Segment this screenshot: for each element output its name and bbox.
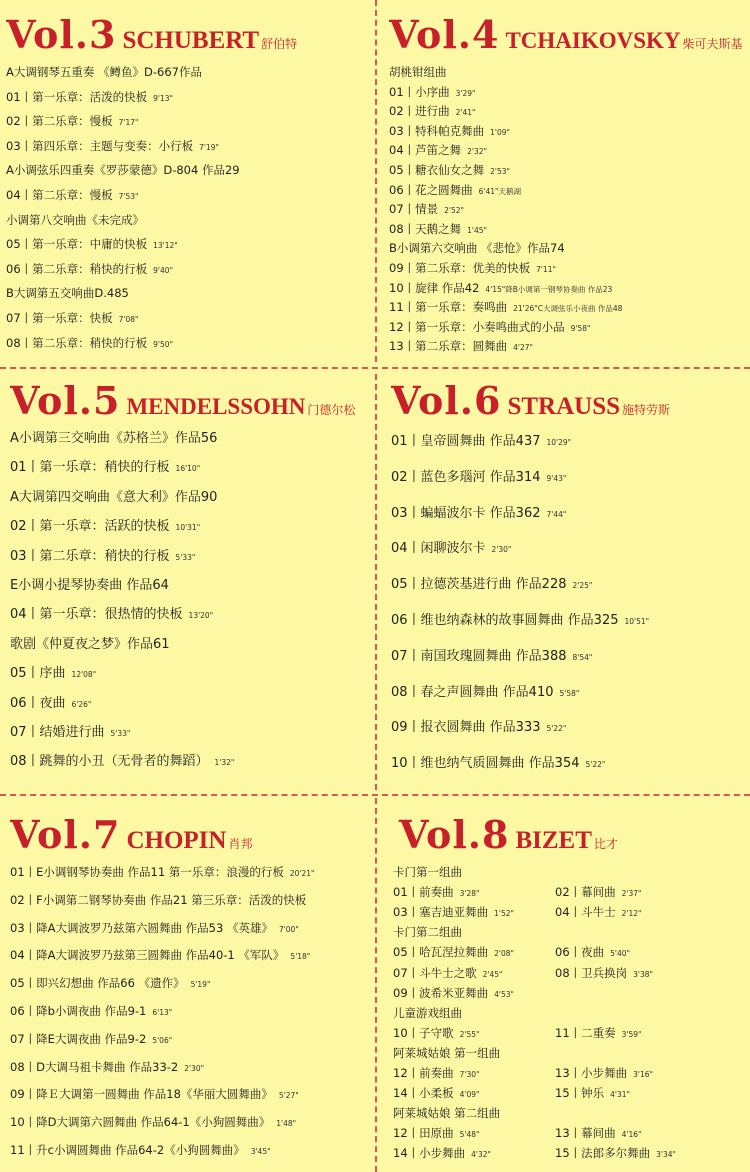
work-heading [6, 64, 372, 80]
track-duration: 5'58" [559, 688, 580, 698]
track-duration: 9'50" [153, 339, 173, 349]
track-line [555, 1065, 653, 1083]
track-title: 胡桃钳组曲 [389, 65, 447, 79]
track-duration: 2'55" [459, 1029, 480, 1039]
track-duration: 5'33" [175, 552, 196, 562]
track-line [391, 719, 750, 738]
track-title: 04丨第二乐章：慢板 [6, 188, 113, 202]
track-title: 05丨序曲 [10, 666, 66, 682]
track-duration: 7'44" [546, 509, 567, 519]
track-duration: 9'58" [570, 323, 591, 333]
track-title: 09丨降Ｅ大调第一圆舞曲 作品18《华丽大圆舞曲》 [10, 1087, 273, 1102]
composer-chinese-name: 肖邦 [228, 837, 253, 851]
track-title: 06丨降b小调夜曲 作品9-1 [10, 1004, 147, 1018]
track-title: 05丨第一乐章：中庸的快板 [6, 237, 148, 252]
track-title: 01丨E小调钢琴协奏曲 作品11 第一乐章：浪漫的行板 [10, 865, 284, 879]
track-title: 06丨维也纳森林的故事圆舞曲 作品325 [391, 613, 619, 628]
track-title: 04丨第一乐章：很热情的快板 [10, 607, 183, 623]
track-line [10, 753, 372, 772]
track-line [10, 459, 372, 478]
track-line [391, 469, 750, 488]
track-title: 02丨F小调第二钢琴协奏曲 作品21 第三乐章：活泼的快板 [10, 892, 307, 907]
track-duration: 4'09" [459, 1090, 480, 1100]
track-duration: 5'22" [546, 724, 567, 734]
track-title: 10丨维也纳气质圆舞曲 作品354 [391, 756, 580, 772]
track-title: 06丨花之圆舞曲 [389, 182, 473, 197]
vol4-panel [389, 12, 750, 362]
track-line [10, 1086, 372, 1104]
track-duration: 3'29" [455, 88, 476, 98]
track-duration: 7'53" [118, 192, 139, 201]
work-heading [389, 240, 750, 256]
track-duration: 4'16" [621, 1130, 642, 1140]
track-line [555, 1025, 641, 1043]
track-title: 02丨第一乐章：活跃的快板 [10, 519, 170, 535]
vol8-panel [393, 812, 750, 1172]
composer-chinese-name: 柴可夫斯基 [682, 37, 743, 51]
composer-name: BIZET [515, 827, 592, 854]
track-title: 06丨夜曲 [555, 945, 605, 960]
track-title: 03丨第四乐章：主题与变奏：小行板 [6, 138, 194, 153]
track-title: 05丨糖衣仙女之舞 [389, 163, 485, 177]
track-title: 小调第八交响曲《未完成》 [6, 212, 144, 227]
work-heading [393, 924, 462, 940]
track-line [393, 884, 479, 902]
track-duration: 1'48" [276, 1119, 297, 1129]
track-duration: 7'00" [278, 924, 299, 934]
track-title: 04丨闲聊波尔卡 [391, 541, 486, 557]
track-title: 14丨小步舞曲 [393, 1146, 466, 1161]
track-line [10, 864, 372, 882]
track-line [10, 518, 372, 537]
track-duration: 5'40" [610, 949, 630, 959]
track-duration: 1'45" [467, 225, 487, 235]
track-title: 09丨波希米亚舞曲 [393, 985, 489, 1000]
track-title: 05丨拉德茨基进行曲 作品228 [391, 577, 567, 593]
track-duration: 5'33" [110, 729, 131, 738]
track-line [10, 947, 372, 965]
track-line [6, 261, 372, 279]
volume-number: Vol.4 [389, 12, 500, 57]
track-title: 03丨塞吉迪亚舞曲 [393, 905, 489, 920]
work-heading [393, 864, 462, 880]
track-title: 08丨跳舞的小丑（无骨者的舞蹈） [10, 754, 209, 770]
track-duration: 5'06" [152, 1035, 173, 1045]
track-duration: 2'52" [444, 206, 464, 216]
track-line [555, 904, 641, 922]
track-title: 03丨特科帕克舞曲 [389, 123, 485, 138]
track-line [391, 648, 750, 667]
track-title: 03丨蝙蝠波尔卡 作品362 [391, 505, 541, 521]
track-title: 05丨哈瓦涅拉舞曲 [393, 945, 489, 960]
track-line [393, 1145, 491, 1163]
track-duration: 3'16" [633, 1070, 653, 1079]
vertical-divider-middle [375, 374, 377, 790]
track-duration: 9'40" [153, 265, 173, 275]
track-title: 08丨天鹅之舞 [389, 221, 462, 236]
track-title: A小调弦乐四重奏《罗莎蒙德》D-804 作品29 [6, 163, 240, 178]
track-duration: 2'45" [482, 969, 503, 979]
track-line [10, 695, 372, 714]
track-line [10, 724, 372, 743]
track-title: 阿莱城姑娘 第二组曲 [393, 1106, 501, 1121]
horizontal-divider-2 [0, 794, 750, 796]
track-line [391, 540, 750, 559]
vertical-divider-bottom [375, 798, 377, 1172]
track-title: 09丨报衣圆舞曲 作品333 [391, 720, 541, 736]
track-line [555, 1085, 630, 1103]
track-line [555, 944, 630, 962]
track-duration: 3'38" [633, 969, 653, 979]
track-title: 阿莱城姑娘 第一组曲 [393, 1045, 501, 1060]
vol4-title [389, 12, 750, 56]
composer-chinese-name: 门德尔松 [307, 403, 356, 417]
composer-chinese-name: 施特劳斯 [622, 403, 671, 417]
track-line [389, 299, 750, 317]
track-duration: 4'15"降B小调第一钢琴协奏曲 作品23 [485, 284, 613, 294]
track-duration: 7'30" [459, 1070, 480, 1079]
track-duration: 7'17" [118, 118, 139, 128]
vol8-title [399, 812, 750, 856]
track-line [10, 1142, 372, 1160]
track-line [10, 1003, 372, 1021]
track-line [389, 201, 750, 219]
track-duration: 10'51" [624, 617, 650, 626]
vol3-title [6, 12, 372, 56]
track-line [393, 965, 502, 983]
track-title: 13丨小步舞曲 [555, 1066, 628, 1080]
composer-chinese-name: 舒伯特 [261, 37, 298, 51]
track-title: 01丨第一乐章：稍快的行板 [10, 460, 170, 476]
track-line [6, 310, 372, 328]
track-duration: 2'30" [184, 1063, 205, 1073]
track-duration: 4'27" [513, 343, 533, 353]
work-heading [393, 1005, 462, 1021]
composer-chinese-name: 比才 [593, 837, 618, 851]
vol6-title [391, 378, 750, 422]
track-line [391, 505, 750, 524]
track-line [389, 123, 750, 141]
composer-name: CHOPIN [126, 827, 227, 854]
track-line [10, 920, 372, 938]
work-heading [10, 892, 372, 908]
track-title: 04丨芦笛之舞 [389, 143, 462, 158]
track-line [391, 576, 750, 595]
track-title: 08丨第二乐章：稍快的行板 [6, 335, 148, 350]
track-line [6, 187, 372, 205]
track-line [393, 1125, 479, 1143]
track-title: 06丨夜曲 [10, 695, 66, 711]
vol5-title [10, 378, 372, 422]
track-duration: 13'12" [153, 241, 178, 251]
track-line [393, 944, 514, 962]
track-duration: 2'53" [490, 167, 510, 176]
track-duration: 3'45" [250, 1147, 271, 1156]
composer-name: TCHAIKOVSKY [505, 28, 681, 53]
track-line [10, 1114, 372, 1132]
track-title: 03丨降A大调波罗乃兹第六圆舞曲 作品53 《英雄》 [10, 920, 273, 935]
track-title: 15丨钟乐 [555, 1086, 605, 1101]
track-duration: 3'59" [621, 1029, 642, 1039]
track-title: B大调第五交响曲D.485 [6, 286, 129, 301]
track-title: 02丨第二乐章：慢板 [6, 114, 113, 129]
track-line [555, 884, 641, 902]
track-line [6, 236, 372, 254]
volume-number: Vol.3 [6, 12, 117, 57]
track-duration: 3'34" [656, 1150, 676, 1160]
track-line [391, 612, 750, 631]
track-duration: 10'31" [175, 523, 201, 533]
track-line [393, 904, 514, 922]
work-heading [6, 162, 372, 178]
track-line [389, 162, 750, 180]
track-title: 08丨卫兵换岗 [555, 965, 628, 980]
track-duration: 20'21" [289, 869, 315, 878]
track-duration: 12'08" [71, 670, 97, 680]
track-line [555, 1145, 676, 1163]
track-line [389, 221, 750, 239]
vol7-panel [10, 812, 372, 1172]
track-title: 12丨前奏曲 [393, 1066, 454, 1080]
track-line [6, 89, 372, 107]
track-line [6, 113, 372, 131]
track-line [389, 84, 750, 102]
track-line [555, 965, 653, 983]
track-duration: 6'26" [71, 699, 92, 709]
track-line [10, 1059, 372, 1077]
track-line [391, 684, 750, 703]
track-title: 儿童游戏组曲 [393, 1005, 462, 1020]
work-heading [10, 636, 372, 654]
track-line [10, 665, 372, 684]
track-title: 03丨第二乐章：稍快的行板 [10, 548, 170, 564]
track-line [391, 755, 750, 774]
track-title: 01丨皇帝圆舞曲 作品437 [391, 434, 541, 449]
track-line [10, 606, 372, 625]
track-duration: 3'28" [459, 889, 480, 899]
track-duration: 2'30" [491, 545, 512, 555]
track-title: A大调第四交响曲《意大利》作品90 [10, 489, 218, 505]
volume-number: Vol.7 [10, 812, 121, 857]
work-heading [6, 212, 372, 228]
track-line [10, 975, 372, 993]
work-heading [389, 64, 750, 80]
track-title: 12丨田原曲 [393, 1126, 454, 1141]
work-heading [10, 577, 372, 595]
track-duration: 2'12" [621, 909, 642, 919]
track-duration: 4'31" [610, 1090, 630, 1100]
track-duration: 1'09" [490, 127, 510, 137]
track-title: A小调第三交响曲《苏格兰》作品56 [10, 431, 218, 446]
track-title: 07丨降E大调夜曲 作品9-2 [10, 1031, 147, 1046]
track-line [10, 1031, 372, 1049]
track-duration: 13'20" [188, 611, 214, 621]
track-title: 05丨即兴幻想曲 作品66 《遗作》 [10, 976, 185, 991]
track-line [555, 1125, 641, 1143]
track-duration: 4'53" [494, 989, 514, 999]
track-duration: 1'52" [494, 909, 514, 919]
track-line [389, 142, 750, 160]
track-title: 02丨幕间曲 [555, 885, 616, 900]
track-title: 12丨第一乐章：小奏鸣曲式的小品 [389, 319, 565, 334]
track-title: 01丨第一乐章：活泼的快板 [6, 89, 148, 104]
track-line [389, 103, 750, 121]
volume-number: Vol.8 [399, 812, 510, 857]
track-line [389, 280, 750, 298]
track-line [389, 182, 750, 200]
track-title: E小调小提琴协奏曲 作品64 [10, 578, 169, 593]
track-title: 07丨南国玫瑰圆舞曲 作品388 [391, 648, 567, 664]
track-title: 01丨小序曲 [389, 84, 450, 99]
track-duration: 8'54" [572, 652, 593, 662]
track-duration: 7'11" [536, 265, 556, 274]
track-title: 07丨结婚进行曲 [10, 725, 105, 740]
track-line [6, 138, 372, 156]
track-duration: 2'32" [467, 147, 487, 157]
track-title: 10丨旋律 作品42 [389, 280, 480, 295]
track-line [393, 1085, 479, 1103]
track-duration: 7'08" [118, 315, 139, 324]
track-duration: 4'32" [471, 1150, 491, 1160]
track-title: A大调钢琴五重奏 《鳟鱼》D-667作品 [6, 65, 202, 79]
track-title: 10丨降D大调第六圆舞曲 作品64-1《小狗圆舞曲》 [10, 1115, 271, 1130]
track-title: 15丨法郎多尔舞曲 [555, 1146, 651, 1161]
work-heading [393, 1045, 500, 1061]
volume-number: Vol.5 [10, 378, 121, 423]
track-title: 10丨子守歌 [393, 1025, 454, 1040]
vertical-divider-top [375, 0, 377, 362]
track-title: 13丨第二乐章：圆舞曲 [389, 339, 508, 354]
track-title: 06丨第二乐章：稍快的行板 [6, 261, 148, 276]
composer-name: MENDELSSOHN [126, 394, 306, 419]
track-title: 卡门第二组曲 [393, 925, 462, 940]
track-title: 08丨D大调马祖卡舞曲 作品33-2 [10, 1059, 179, 1074]
work-heading [6, 285, 372, 301]
vol5-panel [10, 378, 372, 790]
track-duration: 9'13" [153, 93, 173, 103]
track-title: 14丨小柔板 [393, 1086, 454, 1101]
track-title: 07丨斗牛士之歌 [393, 965, 477, 980]
composer-name: STRAUSS [507, 393, 621, 420]
track-title: 09丨第二乐章：优美的快板 [389, 261, 531, 275]
track-duration: 10'29" [546, 438, 572, 447]
track-title: 歌剧《仲夏夜之梦》作品61 [10, 636, 170, 652]
track-duration: 16'10" [175, 464, 201, 474]
track-title: 02丨蓝色多瑙河 作品314 [391, 469, 541, 485]
track-duration: 6'41"天鹅湖 [478, 186, 521, 196]
track-line [393, 1025, 479, 1043]
track-duration: 2'08" [494, 949, 514, 959]
track-line [6, 335, 372, 353]
track-title: 08丨春之声圆舞曲 作品410 [391, 684, 554, 700]
composer-name: SCHUBERT [122, 27, 260, 54]
track-line [393, 1065, 479, 1083]
track-title: 01丨前奏曲 [393, 885, 454, 900]
work-heading [10, 489, 372, 507]
track-duration: 5'22" [585, 760, 606, 770]
track-line [389, 319, 750, 337]
track-title: 11丨升c小调圆舞曲 作品64-2《小狗圆舞曲》 [10, 1143, 245, 1157]
track-title: 13丨幕间曲 [555, 1126, 616, 1141]
track-title: 04丨斗牛士 [555, 905, 616, 920]
track-title: 07丨第一乐章：快板 [6, 311, 113, 325]
track-duration: 2'41" [455, 108, 476, 118]
track-line [389, 338, 750, 356]
track-duration: 5'27" [278, 1091, 299, 1101]
track-line [391, 433, 750, 452]
track-title: 卡门第一组曲 [393, 865, 462, 879]
track-title: 04丨降A大调波罗乃兹第三圆舞曲 作品40-1 《军队》 [10, 948, 285, 963]
track-duration: 9'43" [546, 473, 567, 483]
track-duration: 5'18" [290, 952, 311, 962]
horizontal-divider-1 [0, 367, 750, 369]
track-title: 11丨第一乐章：奏鸣曲 [389, 300, 508, 315]
track-line [10, 548, 372, 567]
track-title: 07丨情景 [389, 202, 439, 217]
vol3-panel [6, 12, 372, 362]
track-duration: 2'25" [572, 581, 593, 591]
vol7-title [10, 812, 372, 856]
track-title: 02丨进行曲 [389, 104, 450, 119]
track-title: 11丨二重奏 [555, 1025, 616, 1040]
track-line [389, 260, 750, 278]
volume-number: Vol.6 [391, 378, 502, 423]
track-duration: 6'13" [152, 1008, 173, 1017]
track-duration: 2'37" [621, 889, 642, 899]
track-duration: 7'19" [199, 142, 219, 152]
track-duration: 21'26"C大调弦乐小夜曲 作品48 [513, 304, 623, 314]
track-title: B小调第六交响曲 《悲怆》作品74 [389, 241, 565, 256]
work-heading [10, 430, 372, 448]
work-heading [393, 1105, 500, 1121]
track-line [393, 985, 514, 1003]
track-duration: 5'19" [190, 980, 211, 990]
track-duration: 1'32" [214, 758, 235, 768]
track-duration: 5'48" [459, 1130, 480, 1140]
vol6-panel [391, 378, 750, 790]
